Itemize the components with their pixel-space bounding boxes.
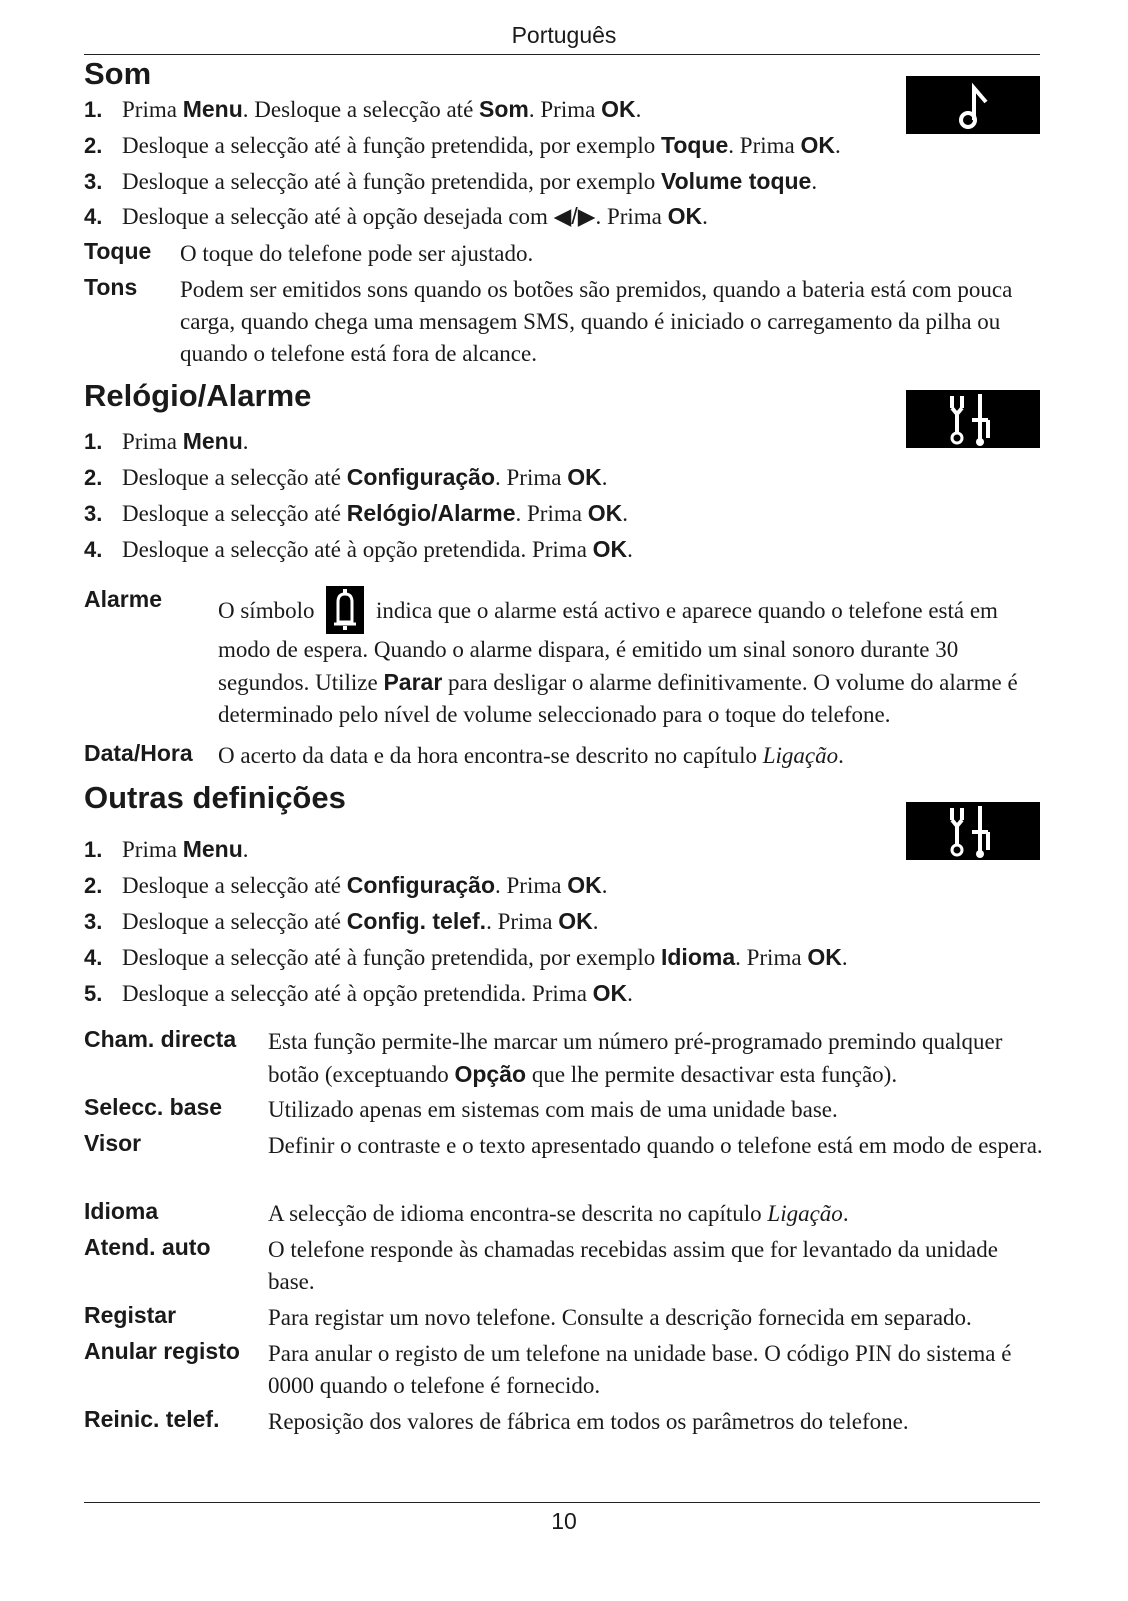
relogio-step-2: 2. Desloque a selecção até Configuração. Prima OK. (84, 464, 608, 490)
def-selecc-base: Selecc. base Utilizado apenas em sistemas com mais de uma unidade base. (84, 1094, 838, 1122)
som-step-1: 1. Prima Menu. Desloque a selecção até Som. Prima OK. (84, 96, 642, 122)
relogio-step-4: 4. Desloque a selecção até à opção pretendida. Prima OK. (84, 536, 633, 562)
page-header-language: Português (511, 22, 617, 48)
def-atend-auto: Atend. auto O telefone responde às chamadas recebidas assim que for levantado da unidade base. (84, 1234, 998, 1294)
page-number: 10 (551, 1508, 577, 1534)
outras-step-3: 3. Desloque a selecção até Config. telef.. Prima OK. (84, 908, 599, 934)
section-title-outras-definicoes: Outras definições (84, 780, 346, 815)
som-step-4: 4. Desloque a selecção até à opção desejada com ◀/▶. Prima OK. (84, 203, 708, 229)
alarm-bell-icon (326, 586, 364, 634)
footer-divider (84, 1502, 1040, 1503)
left-right-arrows-icon: ◀/▶ (553, 203, 596, 229)
outras-step-1: 1. Prima Menu. (84, 836, 249, 862)
def-idioma: Idioma A selecção de idioma encontra-se descrita no capítulo Ligação. (84, 1198, 849, 1226)
outras-step-2: 2. Desloque a selecção até Configuração. Prima OK. (84, 872, 608, 898)
def-tons: Tons Podem ser emitidos sons quando os botões são premidos, quando a bateria está com pouca carga, quando chega uma mensagem SMS, quando é iniciado o carregamento da pilha ou quando o telefone está fora de alcance. (84, 274, 1013, 366)
relogio-step-3: 3. Desloque a selecção até Relógio/Alarme. Prima OK. (84, 500, 628, 526)
section-title-relogio-alarme: Relógio/Alarme (84, 378, 312, 413)
def-toque: Toque O toque do telefone pode ser ajustado. (84, 238, 534, 266)
def-anular-registo: Anular registo Para anular o registo de um telefone na unidade base. O código PIN do sistema é 0000 quando o telefone é fornecido. (84, 1338, 1012, 1398)
outras-step-4: 4. Desloque a selecção até à função pretendida, por exemplo Idioma. Prima OK. (84, 944, 848, 970)
def-reinic-telef: Reinic. telef. Reposição dos valores de fábrica em todos os parâmetros do telefone. (84, 1406, 909, 1434)
def-alarme: Alarme O símbolo indica que o alarme está activo e aparece quando o telefone está em modo de espera. Quando o alarme dispara, é emitido um sinal sonoro durante 30 segundos. Utilize Parar para desligar o alarme definitivamente. O volume do alarme é determinado pelo nível de volume seleccionado para o toque do telefone. (84, 586, 1018, 727)
def-cham-directa: Cham. directa Esta função permite-lhe marcar um número pré-programado premindo qualquer botão (exceptuando Opção que lhe permite desactivar esta função). (84, 1026, 1003, 1087)
def-registar: Registar Para registar um novo telefone. Consulte a descrição fornecida em separado. (84, 1302, 972, 1330)
header-divider (84, 54, 1040, 55)
relogio-step-1: 1. Prima Menu. (84, 428, 249, 454)
som-step-2: 2. Desloque a selecção até à função pretendida, por exemplo Toque. Prima OK. (84, 132, 841, 158)
def-data-hora: Data/Hora O acerto da data e da hora encontra-se descrito no capítulo Ligação. (84, 740, 844, 768)
outras-step-5: 5. Desloque a selecção até à opção pretendida. Prima OK. (84, 980, 633, 1006)
som-step-3: 3. Desloque a selecção até à função pretendida, por exemplo Volume toque. (84, 168, 818, 194)
section-title-som: Som (84, 56, 152, 91)
def-visor: Visor Definir o contraste e o texto apresentado quando o telefone está em modo de espera. (84, 1130, 1043, 1158)
